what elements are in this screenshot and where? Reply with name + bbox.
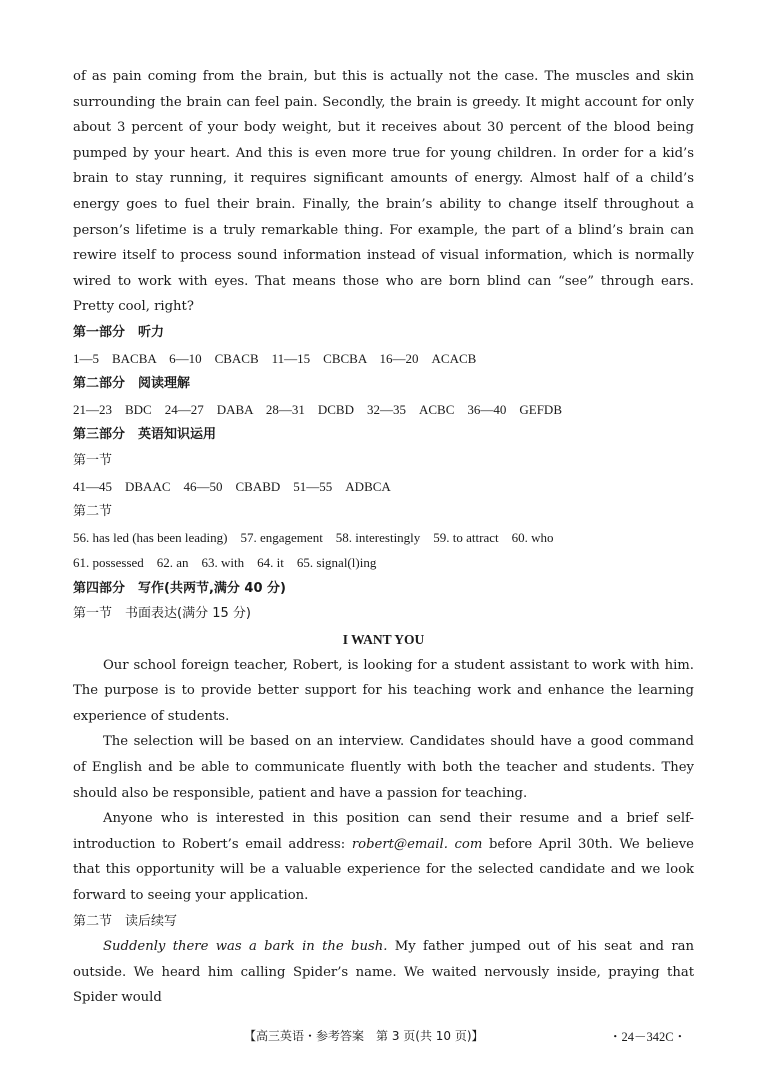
part3-section1-answers: 41—45 DBAAC 46—50 CBABD 51—55 ADBCA	[73, 478, 391, 494]
footer-code: ・24－342C・	[609, 1030, 687, 1044]
essay-paragraph-2: The selection will be based on an interview. Candidates should have a good command of English and be able to communicate fluently with both the teacher and students. They should also be responsible, patient and have a passion for teaching.	[73, 734, 694, 801]
essay-paragraph-1: Our school foreign teacher, Robert, is looking for a student assistant to work with him. The purpose is to provide better support for his teaching work and enhance the learning experience of students.	[73, 657, 694, 724]
essay-p3-before: Anyone who is interested in this position can send their resume and a brief self-introduction to Robert’s email address:	[73, 811, 694, 852]
answer-key-page	[73, 64, 694, 1011]
reading-continuation-paragraph: of as pain coming from the brain, but this is actually not the case. The muscles and skin surrounding the brain can feel pain. Secondly, the brain is greedy. It might account for only about 3 percent of your body weight, but it receives about 30 percent of the blood being pumped by your heart. And this is even more true for young children. In order for a kid’s brain to stay running, it requires significant amounts of energy. Almost half of a child’s energy goes to fuel their brain. Finally, the brain’s ability to change itself throughout a person’s lifetime is a truly remarkable thing. For example, the part of a blind’s brain can rewire itself to process sound information instead of visual information, which is normally wired to work with eyes. That means those who are born blind can “see” through ears. Pretty cool, right?	[73, 69, 694, 315]
email-address: robert@email. com	[351, 836, 483, 852]
part3-section2-line1: 56. has led (has been leading) 57. engagement 58. interestingly 59. to attract 60. who	[73, 529, 554, 545]
part2-answers: 21—23 BDC 24—27 DABA 28—31 DCBD 32—35 ACBC 36—40 GEFDB	[73, 401, 562, 417]
continuation-writing-paragraph	[73, 934, 694, 1011]
footer-page-info: 【高三英语・参考答案 第 3 页(共 10 页)】	[244, 1029, 484, 1043]
continuation-italic-lead: Suddenly there was a bark in the bush.	[103, 939, 388, 955]
part4-section1-label: 第一节 书面表达(满分 15 分)	[73, 606, 251, 622]
part3-heading: 第三部分 英语知识运用	[73, 427, 217, 443]
part1-heading: 第一部分 听力	[73, 324, 165, 340]
essay-title: I WANT YOU	[342, 632, 425, 648]
essay-paragraph-3	[73, 806, 694, 908]
part3-section2-label: 第二节	[73, 504, 113, 520]
page-footer	[0, 1027, 764, 1049]
part2-heading: 第二部分 阅读理解	[73, 376, 191, 392]
part4-section2-label: 第二节 读后续写	[73, 913, 178, 929]
part1-answers: 1—5 BACBA 6—10 CBACB 11—15 CBCBA 16—20 ACACB	[73, 350, 477, 366]
continuation-rest: My father jumped out of his seat and ran outside. We heard him calling Spider’s name. We waited nervously inside, praying that Spider would	[73, 939, 694, 1006]
part3-section2-line2: 61. possessed 62. an 63. with 64. it 65. signal(l)ing	[73, 555, 377, 571]
essay-p3-after: before April 30th. We believe that this opportunity will be a valuable experience for the selected candidate and we look forward to seeing your application.	[73, 836, 694, 903]
part3-section1-label: 第一节	[73, 452, 113, 468]
part4-heading: 第四部分 写作(共两节,满分 40 分)	[73, 580, 286, 596]
